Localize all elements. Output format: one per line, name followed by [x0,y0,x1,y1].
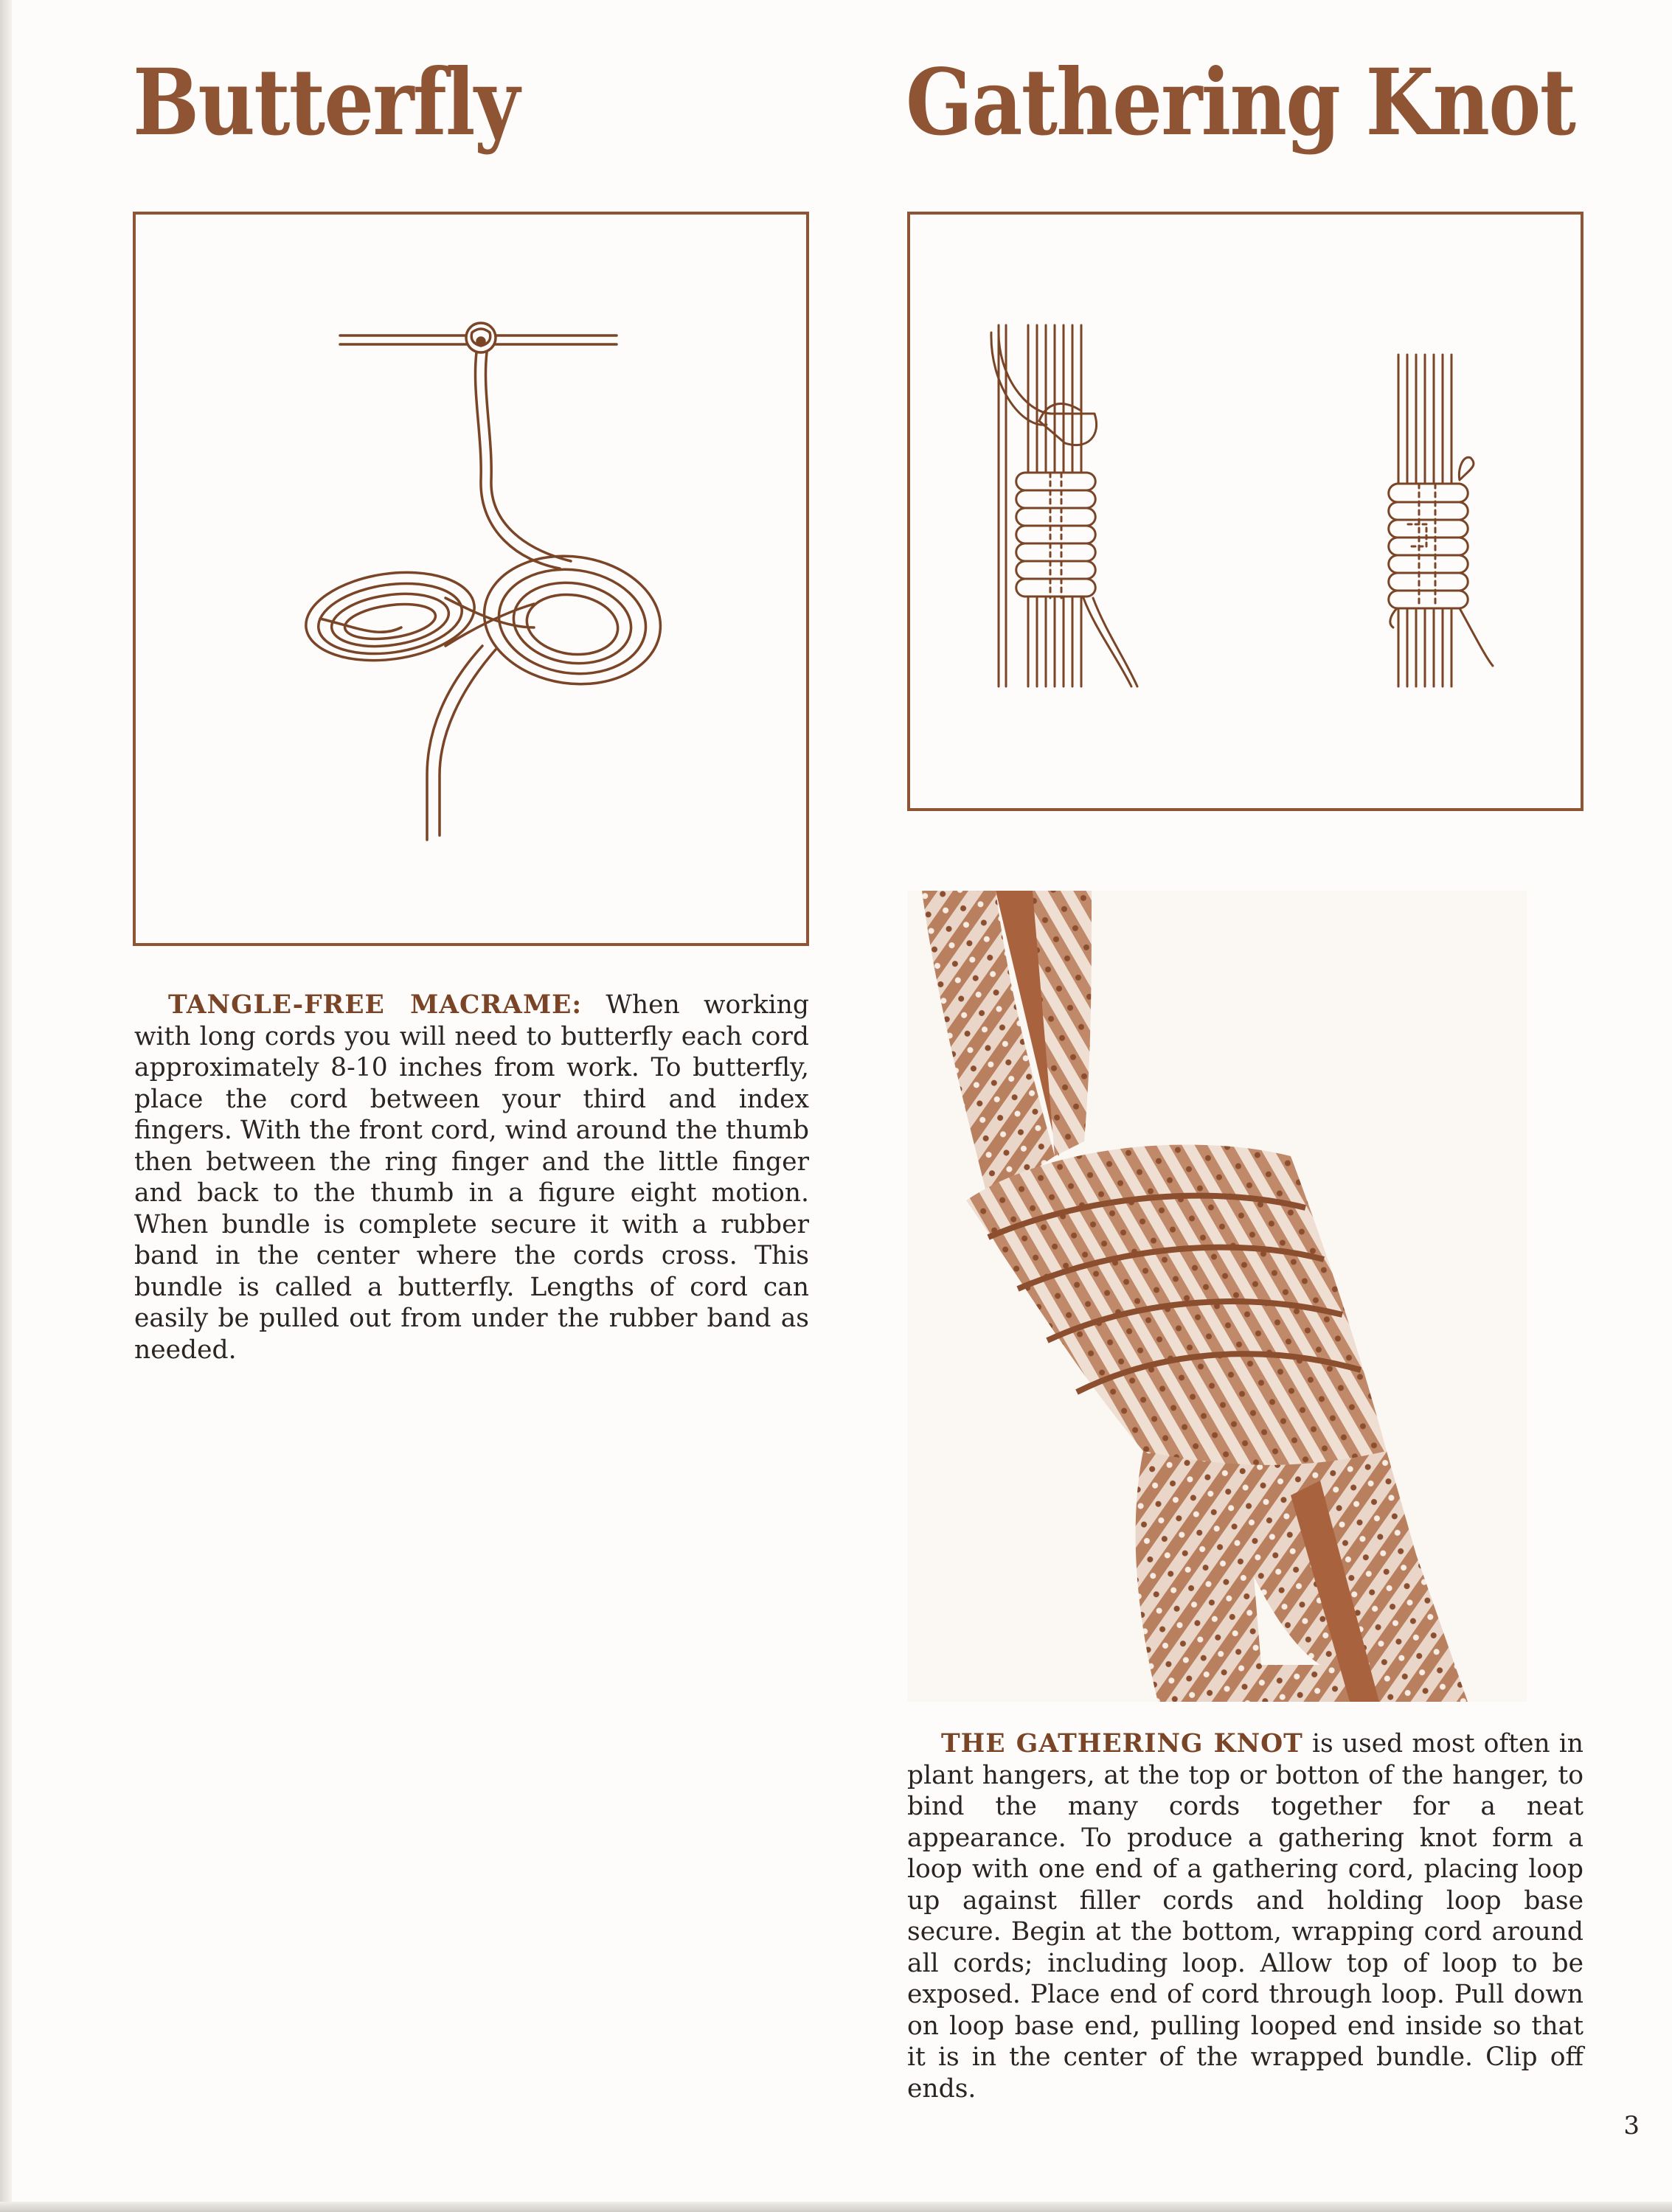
butterfly-bundle-diagram [136,215,806,943]
page-number: 3 [1623,2111,1640,2140]
page-bottom-edge [0,2202,1672,2212]
butterfly-body: When working with long cords you will need to butterfly each cord approximately 8-10 inches from work. To butterfly, place the cord between your third and index fingers. With the front cord, wind around the thumb then between the ring finger and the little finger and back to the thumb in a figure eight motion. When bundle is complete secure it with a rubber band in the center where the cords cross. This bundle is called a butterfly. Lengths of cord can easily be pulled out from under the rubber band as needed. [134,990,809,1365]
gathering-figure-frame [907,212,1583,811]
binding-edge [0,0,12,2212]
gathering-knot-steps-diagram [910,215,1581,808]
gathering-knot-photo [907,891,1527,1702]
gathering-lead: THE GATHERING KNOT [941,1729,1303,1759]
butterfly-paragraph [134,990,809,1366]
butterfly-title: Butterfly [133,49,519,156]
gathering-knot-title: Gathering Knot [906,49,1575,156]
butterfly-figure-frame [133,212,809,946]
gathering-body: is used most often in plant hangers, at the top or botton of the hanger, to bind the many cords together for a neat appearance. To produce a gathering knot form a loop with one end of a gathering cord, placing loop up against filler cords and holding loop base secure. Begin at the bottom, wrapping cord around all cords; including loop. Allow top of loop to be exposed. Place end of cord through loop. Pull down on loop base end, pulling looped end inside so that it is in the center of the wrapped bundle. Clip off ends. [907,1729,1583,2104]
gathering-paragraph [907,1728,1583,2104]
butterfly-lead: TANGLE-FREE MACRAME: [168,990,583,1020]
